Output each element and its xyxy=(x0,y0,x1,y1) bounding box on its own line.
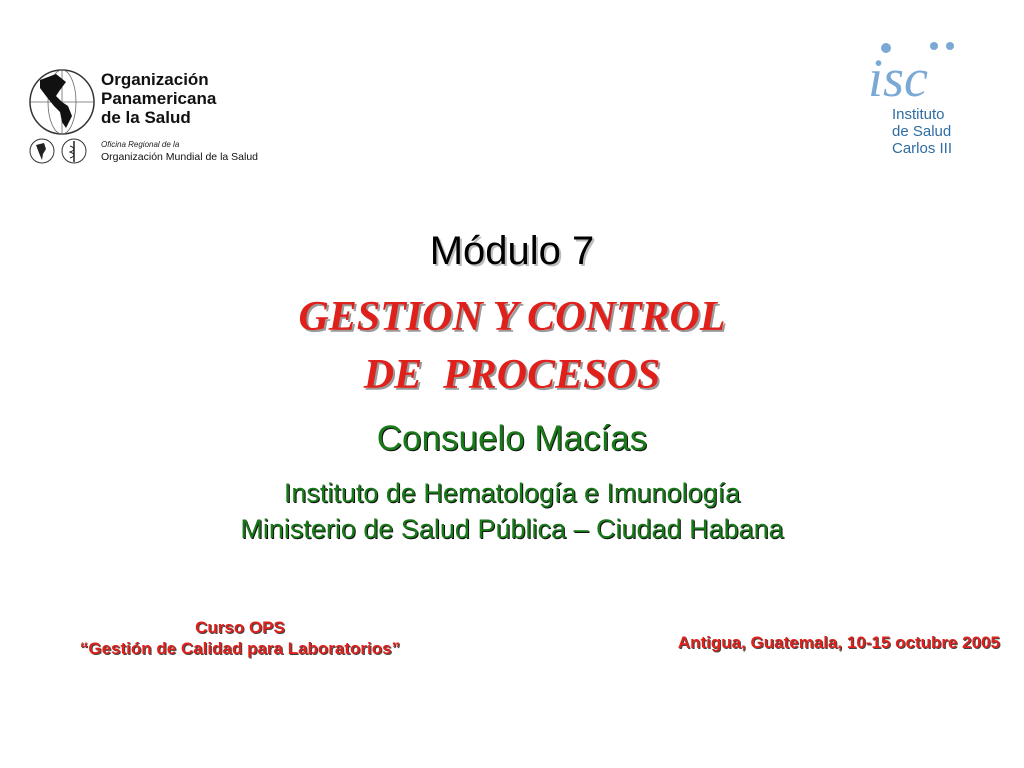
ops-regional-office: Oficina Regional de la xyxy=(101,140,180,149)
author-name: Consuelo Macías xyxy=(376,419,648,458)
ops-who-emblems-icon xyxy=(28,136,94,166)
ops-name-line-3: de la Salud xyxy=(101,108,191,127)
institution-line-1: Instituto de Hematología e Imunología xyxy=(283,478,741,508)
ops-name-line-1: Organización xyxy=(101,70,209,89)
americas-globe-icon xyxy=(26,66,98,138)
isciii-name-line-2: de Salud xyxy=(892,123,952,140)
isciii-name xyxy=(892,106,952,157)
place-date: Antigua, Guatemala, 10-15 octubre 2005 xyxy=(677,633,1000,652)
institution-line-2: Ministerio de Salud Pública – Ciudad Habana xyxy=(240,514,784,544)
isc-logo-mark xyxy=(864,40,964,105)
isciii-name-line-3: Carlos III xyxy=(892,140,953,157)
isciii-name-line-1: Instituto xyxy=(892,106,945,123)
ops-name xyxy=(101,70,216,127)
course-info xyxy=(20,617,460,659)
module-title: Módulo 7 xyxy=(429,229,595,273)
main-title-line-1: GESTION Y CONTROL xyxy=(298,294,726,340)
ops-logo xyxy=(26,66,286,168)
main-title-line-2: DE PROCESOS xyxy=(363,352,661,398)
isc-mark-text: isc xyxy=(868,48,928,105)
ops-name-line-2: Panamericana xyxy=(101,89,217,108)
course-line-2: “Gestión de Calidad para Laboratorios” xyxy=(79,639,401,658)
ops-world-org: Organización Mundial de la Salud xyxy=(101,151,259,163)
course-line-1: Curso OPS xyxy=(195,618,285,637)
isciii-logo xyxy=(862,40,972,165)
